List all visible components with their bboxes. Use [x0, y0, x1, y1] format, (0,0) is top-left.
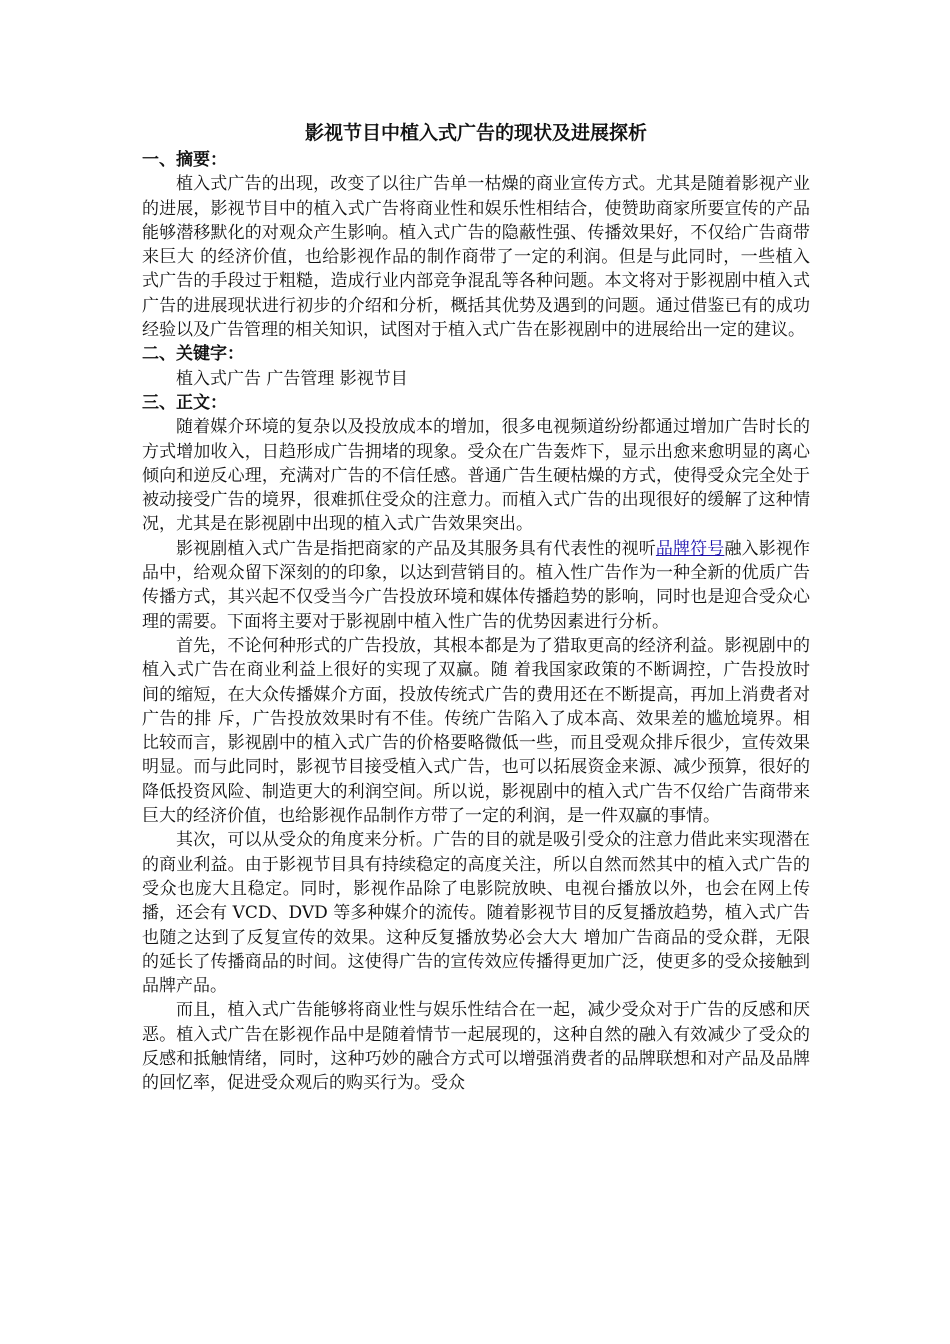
body-paragraph-4: 其次，可以从受众的角度来分析。广告的目的就是吸引受众的注意力借此来实现潜在的商业利益。由于影视节目具有持续稳定的高度关注，所以自然而然其中的植入式广告的受众也庞大且稳定。同时，影视作品除了电影院放映、电视台播放以外，也会在网上传播，还会有 VCD、DVD 等多种媒介的流传。随着影视节目的反复播放趋势，植入式广告也随之达到了反复宣传的效果。这种反复播放势必会大大 增加广告商品的受众群，无限的延长了传播商品的时间。这使得广告的宣传效应传播得更加广泛，使更多的受众接触到品牌产品。 [142, 830, 810, 997]
abstract-heading: 一、摘要： [142, 150, 227, 170]
body-paragraph-2 [142, 537, 810, 634]
body-paragraph-5: 而且，植入式广告能够将商业性与娱乐性结合在一起，减少受众对于广告的反感和厌恶。植入式广告在影视作品中是随着情节一起展现的，这种自然的融入有效减少了受众的反感和抵触情绪，同时，这种巧妙的融合方式可以增强消费者的品牌联想和对产品及品牌的回忆率，促进受众观后的购买行为。受众 [142, 1000, 810, 1094]
body-paragraph-3: 首先，不论何种形式的广告投放，其根本都是为了猎取更高的经济利益。影视剧中的植入式广告在商业利益上很好的实现了双赢。随 着我国家政策的不断调控，广告投放时间的缩短，在大众传播媒介方面，投放传统式广告的费用还在不断提高，再加上消费者对广告的排 斥，广告投放效果时有不佳。传统广告陷入了成本高、效果差的尴尬境界。相比较而言，影视剧中的植入式广告的价格要略微低一些，而且受观众排斥很少，宣传效果明显。而与此同时，影视节目接受植入式广告，也可以拓展资金来源、减少预算，很好的降低投资风险、制造更大的利润空间。所以说，影视剧中的植入式广告不仅给广告商带来巨大的经济价值，也给影视作品制作方带了一定的利润，是一件双赢的事情。 [142, 635, 810, 827]
keywords-text: 植入式广告 广告管理 影视节目 [176, 368, 408, 389]
keywords-heading: 二、关键字： [142, 344, 244, 365]
paragraph-2-text-after: 融入影视作品中，给观众留下深刻的的印象，以达到营销目的。植入性广告作为一种全新的优质广告传播方式，其兴起不仅受当今广告投放环境和媒体传播趋势的影响，同时也是迎合受众心理的需要。下面将主要对于影视剧中植入性广告的优势因素进行分析。 [142, 538, 811, 632]
document-title: 影视节目中植入式广告的现状及进展探析 [304, 122, 647, 144]
paragraph-2-text-before: 影视剧植入式广告是指把商家的产品及其服务具有代表性的视听 [176, 538, 656, 559]
body-heading: 三、正文： [142, 392, 227, 413]
brand-symbol-link[interactable]: 品牌符号 [655, 538, 725, 559]
body-paragraph-1: 随着媒介环境的复杂以及投放成本的增加，很多电视频道纷纷都通过增加广告时长的方式增加收入，日趋形成广告拥堵的现象。受众在广告轰炸下，显示出愈来愈明显的离心倾向和逆反心理，充满对广告的不信任感。普通广告生硬枯燥的方式，使得受众完全处于被动接受广告的境界，很难抓住受众的注意力。而植入式广告的出现很好的缓解了这种情况，尤其是在影视剧中出现的植入式广告效果突出。 [142, 417, 810, 535]
document-page [142, 118, 810, 1096]
abstract-paragraph: 植入式广告的出现，改变了以往广告单一枯燥的商业宣传方式。尤其是随着影视产业的进展，影视节目中的植入式广告将商业性和娱乐性相结合，使赞助商家所要宣传的产品能够潜移默化的对观众产生影响。植入式广告的隐蔽性强、传播效果好，不仅给广告商带来巨大 的经济价值，也给影视作品的制作商带了一定的利润。但是与此同时，一些植入式广告的手段过于粗糙，造成行业内部竞争混乱等各种问题。本文将对于影视剧中植入式广告的进展现状进行初步的介绍和分析，概括其优势及遇到的问题。通过借鉴已有的成功经验以及广告管理的相关知识，试图对于植入式广告在影视剧中的进展给出一定的建议。 [142, 174, 810, 341]
